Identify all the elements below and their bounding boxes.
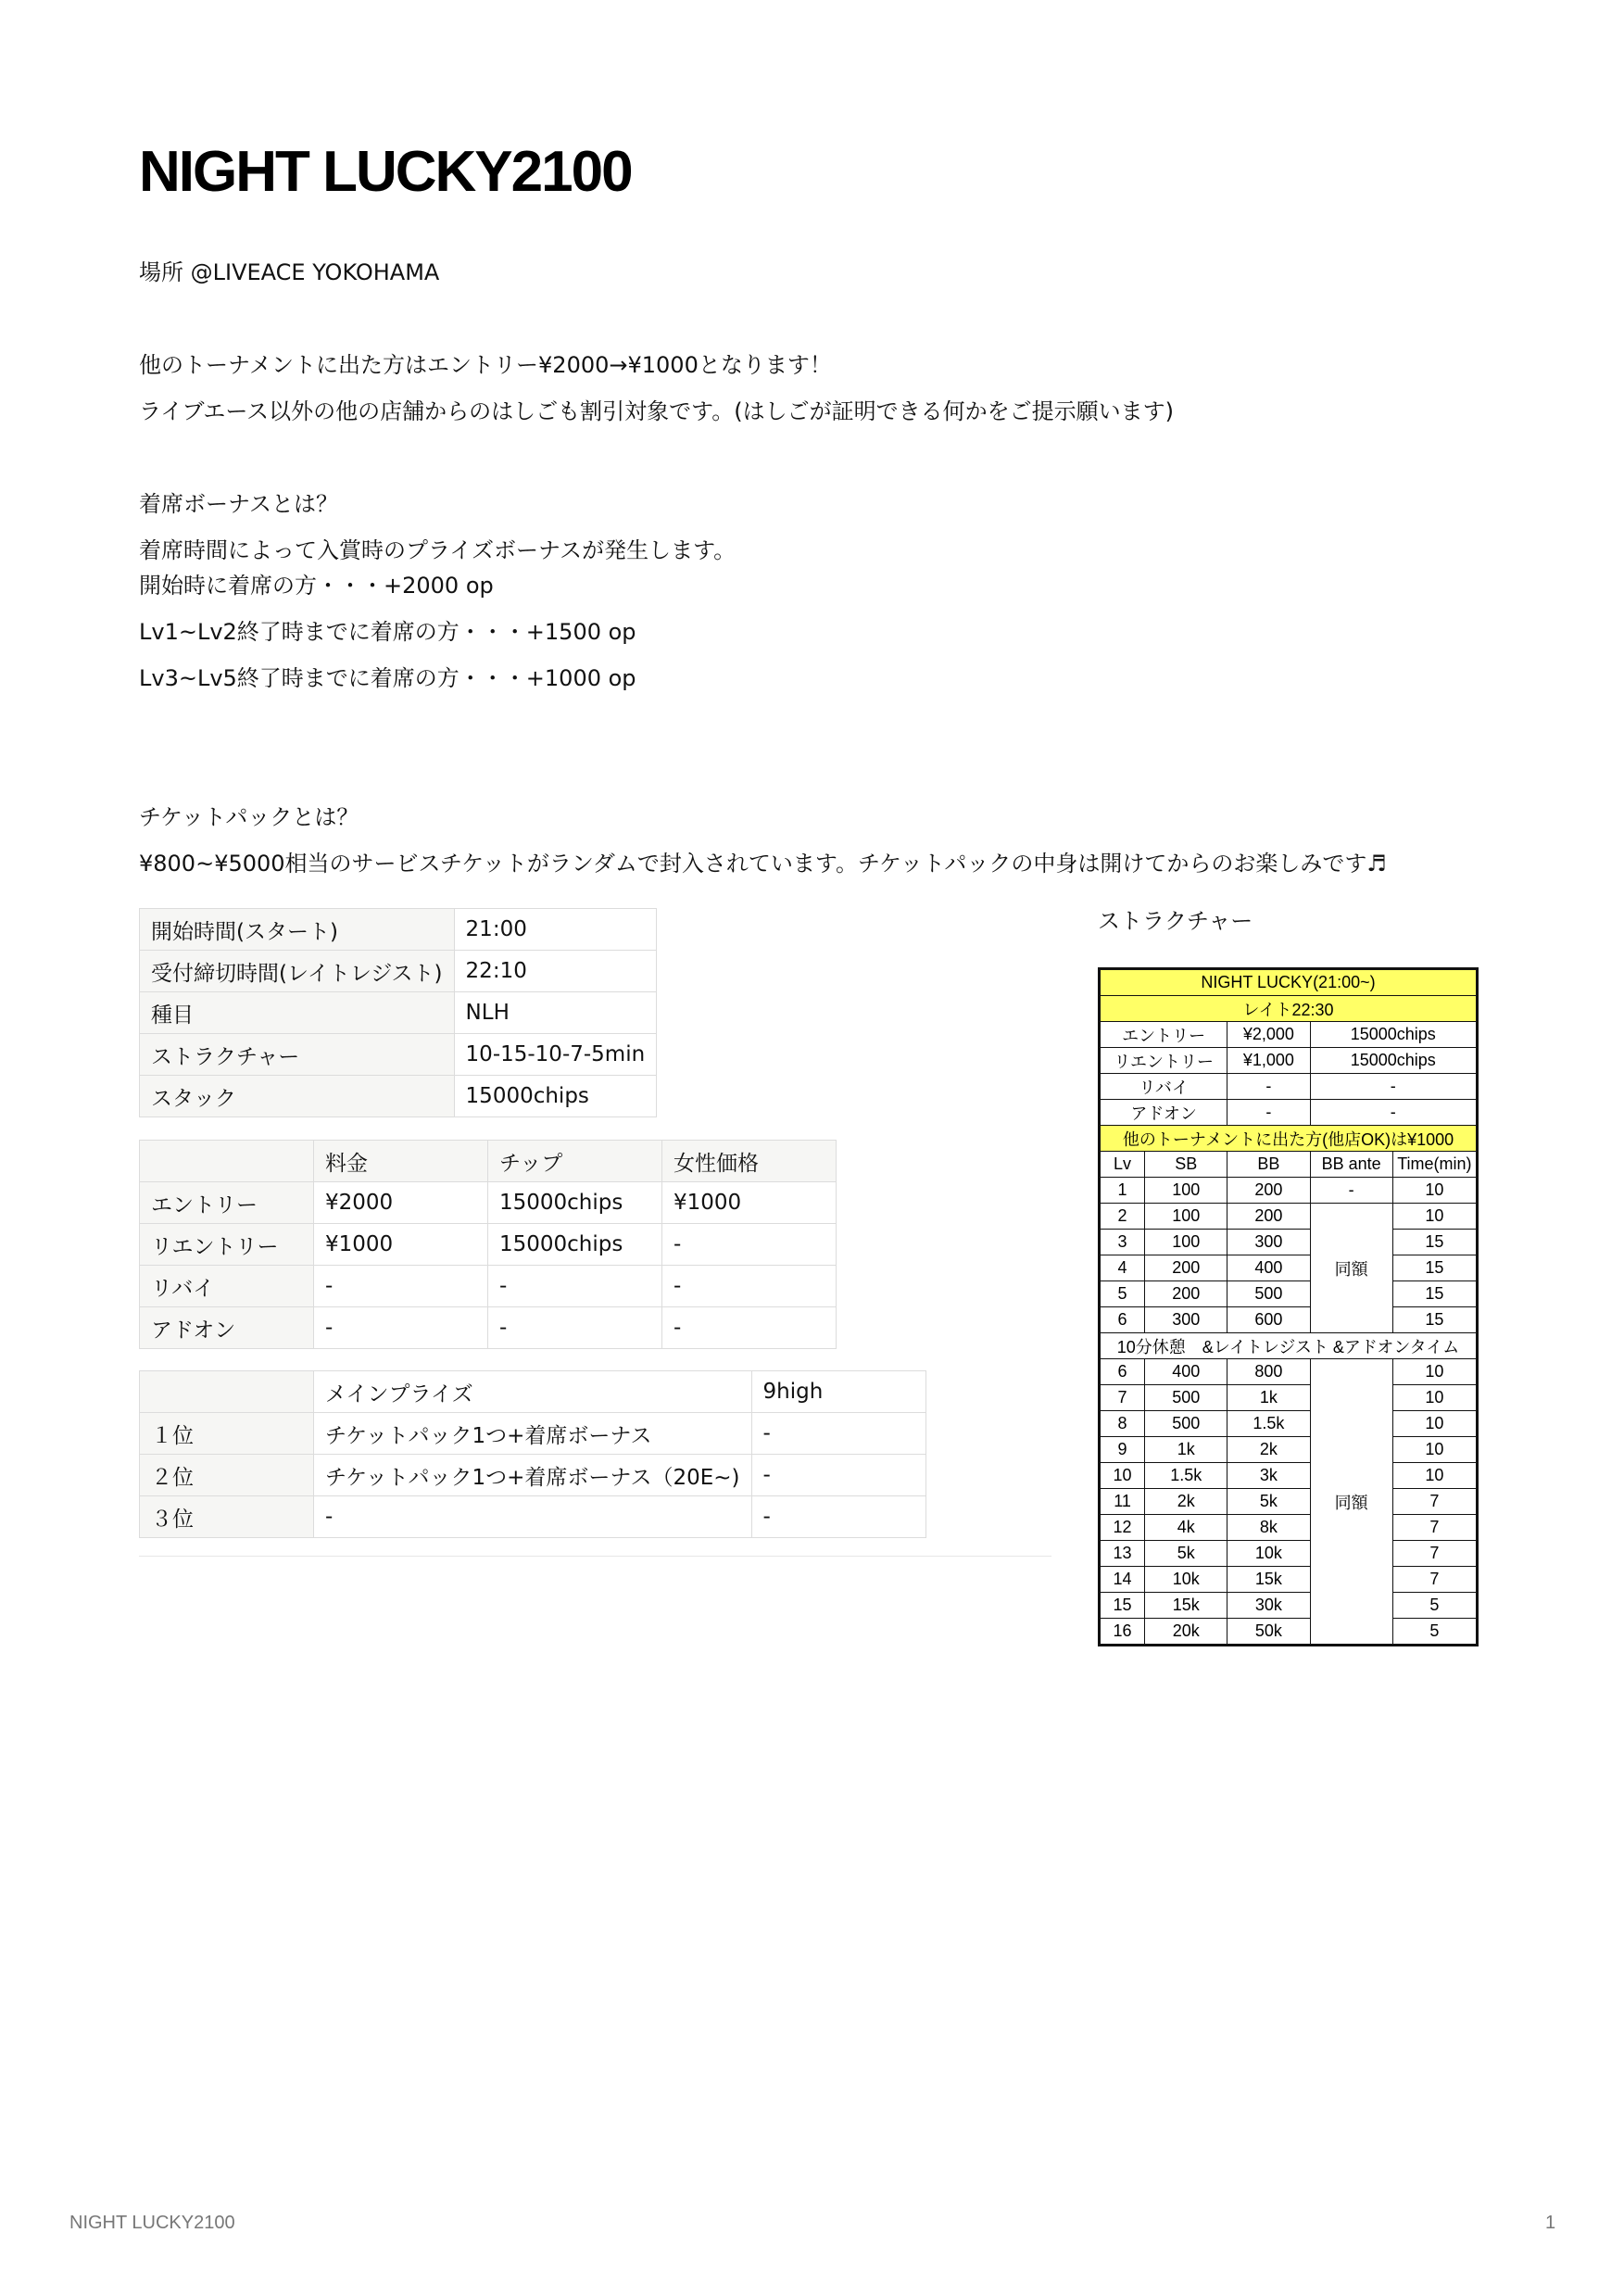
table-cell: 15 <box>1392 1307 1477 1333</box>
table-cell: - <box>1227 1074 1310 1100</box>
table-cell: - <box>314 1496 752 1538</box>
table-cell: ¥2000 <box>314 1182 488 1224</box>
table-cell: - <box>314 1307 488 1349</box>
table-cell: 7 <box>1392 1489 1477 1515</box>
table-row <box>1100 1255 1478 1281</box>
info-value: 21:00 <box>454 909 657 951</box>
table-cell: - <box>314 1266 488 1307</box>
table-cell: ¥1,000 <box>1227 1048 1310 1074</box>
table-cell: 15000chips <box>488 1224 662 1266</box>
table-cell: アドオン <box>1100 1100 1227 1126</box>
table-row <box>140 951 657 992</box>
table-cell: - <box>1310 1178 1392 1204</box>
table-cell: 15 <box>1392 1255 1477 1281</box>
table-cell: 15k <box>1145 1593 1227 1619</box>
ticket-pack-heading: チケットパックとは？ <box>139 804 359 830</box>
table-row <box>140 1076 657 1117</box>
table-header-row <box>140 1141 837 1182</box>
fee-table <box>139 1140 837 1349</box>
table-cell: 4k <box>1145 1515 1227 1541</box>
column-header: 女性価格 <box>662 1141 837 1182</box>
table-row <box>140 1496 926 1538</box>
table-cell: 100 <box>1145 1178 1227 1204</box>
table-cell: - <box>1310 1074 1477 1100</box>
structure-title: NIGHT LUCKY(21:00~) <box>1100 969 1478 996</box>
info-label: 種目 <box>140 992 455 1034</box>
table-cell: 15000chips <box>1310 1048 1477 1074</box>
ticket-pack-line-1: ¥800~¥5000相当のサービスチケットがランダムで封入されています。チケットパックの中身は開けてからのお楽しみです♬ <box>139 851 1387 877</box>
info-label: スタック <box>140 1076 455 1117</box>
table-cell: 500 <box>1227 1281 1310 1307</box>
table-cell: 10k <box>1227 1541 1310 1567</box>
table-row <box>1100 1385 1478 1411</box>
table-row <box>140 1266 837 1307</box>
table-cell: リエントリー <box>1100 1048 1227 1074</box>
table-cell: チケットパック1つ+着席ボーナス（20E~) <box>314 1455 752 1496</box>
column-header: メインプライズ <box>314 1371 752 1413</box>
table-row <box>1100 1619 1478 1646</box>
table-cell: 13 <box>1100 1541 1145 1567</box>
table-cell: - <box>751 1413 925 1455</box>
table-row <box>1100 1541 1478 1567</box>
table-row <box>140 1455 926 1496</box>
info-value: 22:10 <box>454 951 657 992</box>
table-cell: 100 <box>1145 1204 1227 1230</box>
table-cell: 12 <box>1100 1515 1145 1541</box>
table-row <box>1100 1515 1478 1541</box>
table-cell: 1 <box>1100 1178 1145 1204</box>
table-row <box>1100 1100 1478 1126</box>
table-cell: 10 <box>1392 1437 1477 1463</box>
table-cell: 200 <box>1227 1204 1310 1230</box>
column-header: SB <box>1145 1152 1227 1178</box>
column-header <box>140 1141 314 1182</box>
table-row <box>1100 1204 1478 1230</box>
table-cell: 800 <box>1227 1359 1310 1385</box>
table-cell: - <box>488 1307 662 1349</box>
table-cell: 50k <box>1227 1619 1310 1646</box>
table-cell: ¥2,000 <box>1227 1022 1310 1048</box>
table-cell: 5k <box>1145 1541 1227 1567</box>
info-value: NLH <box>454 992 657 1034</box>
column-header: BB ante <box>1310 1152 1392 1178</box>
table-cell: 20k <box>1145 1619 1227 1646</box>
location-text: 場所 @LIVEACE YOKOHAMA <box>139 259 440 285</box>
table-cell: 200 <box>1145 1255 1227 1281</box>
table-cell: 30k <box>1227 1593 1310 1619</box>
column-header: チップ <box>488 1141 662 1182</box>
table-cell: - <box>488 1266 662 1307</box>
table-row <box>1100 1489 1478 1515</box>
table-cell: 8k <box>1227 1515 1310 1541</box>
column-header: 料金 <box>314 1141 488 1182</box>
page-title: NIGHT LUCKY2100 <box>139 140 632 204</box>
info-value: 15000chips <box>454 1076 657 1117</box>
table-row <box>140 1034 657 1076</box>
table-cell: ２位 <box>140 1455 314 1496</box>
table-cell: 600 <box>1227 1307 1310 1333</box>
table-cell: - <box>1310 1100 1477 1126</box>
table-cell: リバイ <box>140 1266 314 1307</box>
table-cell: 400 <box>1145 1359 1227 1385</box>
column-header: Time(min) <box>1392 1152 1477 1178</box>
table-row <box>1100 996 1478 1022</box>
table-cell: チケットパック1つ+着席ボーナス <box>314 1413 752 1455</box>
table-cell: 2 <box>1100 1204 1145 1230</box>
table-row <box>140 992 657 1034</box>
table-cell: 2k <box>1145 1489 1227 1515</box>
table-cell: 15k <box>1227 1567 1310 1593</box>
divider <box>139 1556 1051 1557</box>
column-header: Lv <box>1100 1152 1145 1178</box>
table-cell: 15 <box>1100 1593 1145 1619</box>
table-cell: 200 <box>1227 1178 1310 1204</box>
table-header-row <box>1100 1152 1478 1178</box>
table-cell: 3 <box>1100 1230 1145 1255</box>
table-row <box>140 909 657 951</box>
table-row <box>1100 1333 1478 1359</box>
table-cell: - <box>662 1224 837 1266</box>
table-cell: 7 <box>1100 1385 1145 1411</box>
table-cell: 3k <box>1227 1463 1310 1489</box>
table-cell: 5 <box>1392 1593 1477 1619</box>
info-label: 受付締切時間(レイトレジスト) <box>140 951 455 992</box>
column-header: 9high <box>751 1371 925 1413</box>
table-cell: 6 <box>1100 1359 1145 1385</box>
table-cell: 10 <box>1392 1359 1477 1385</box>
table-row <box>1100 1230 1478 1255</box>
table-cell: 200 <box>1145 1281 1227 1307</box>
table-cell: 4 <box>1100 1255 1145 1281</box>
table-cell: 5k <box>1227 1489 1310 1515</box>
table-cell: 9 <box>1100 1437 1145 1463</box>
table-cell: １位 <box>140 1413 314 1455</box>
table-cell: 10 <box>1392 1178 1477 1204</box>
table-cell: 7 <box>1392 1567 1477 1593</box>
table-cell: 同額 <box>1310 1204 1392 1333</box>
seat-bonus-line-1: 着席時間によって入賞時のプライズボーナスが発生します。 <box>139 537 736 563</box>
table-cell: 10 <box>1100 1463 1145 1489</box>
table-cell: エントリー <box>140 1182 314 1224</box>
table-cell: 10 <box>1392 1385 1477 1411</box>
table-cell: 15 <box>1392 1281 1477 1307</box>
table-cell: エントリー <box>1100 1022 1227 1048</box>
page-number: 1 <box>1545 2213 1556 2233</box>
table-row <box>1100 1593 1478 1619</box>
table-cell: 6 <box>1100 1307 1145 1333</box>
table-row <box>1100 1359 1478 1385</box>
table-cell: 11 <box>1100 1489 1145 1515</box>
table-cell: 1k <box>1145 1437 1227 1463</box>
table-cell: 16 <box>1100 1619 1145 1646</box>
table-row <box>1100 1074 1478 1100</box>
table-cell: 1k <box>1227 1385 1310 1411</box>
table-row <box>1100 969 1478 996</box>
table-row <box>1100 1567 1478 1593</box>
info-table <box>139 908 657 1117</box>
table-cell: リエントリー <box>140 1224 314 1266</box>
structure-table <box>1098 967 1479 1646</box>
table-cell: ３位 <box>140 1496 314 1538</box>
table-cell: 8 <box>1100 1411 1145 1437</box>
table-row <box>1100 1281 1478 1307</box>
table-row <box>140 1182 837 1224</box>
table-cell: 500 <box>1145 1385 1227 1411</box>
table-cell: 400 <box>1227 1255 1310 1281</box>
table-cell: 7 <box>1392 1541 1477 1567</box>
table-cell: 7 <box>1392 1515 1477 1541</box>
table-cell: 10k <box>1145 1567 1227 1593</box>
table-cell: - <box>1227 1100 1310 1126</box>
table-cell: 10 <box>1392 1411 1477 1437</box>
structure-label: ストラクチャー <box>1098 908 1253 934</box>
table-cell: 100 <box>1145 1230 1227 1255</box>
column-header <box>140 1371 314 1413</box>
table-row <box>1100 1307 1478 1333</box>
seat-bonus-line-2: 開始時に着席の方・・・+2000 op <box>139 573 494 599</box>
table-cell: 300 <box>1145 1307 1227 1333</box>
info-value: 10-15-10-7-5min <box>454 1034 657 1076</box>
table-row <box>1100 1048 1478 1074</box>
seat-bonus-heading: 着席ボーナスとは？ <box>139 491 339 517</box>
table-cell: ¥1000 <box>662 1182 837 1224</box>
table-row <box>140 1224 837 1266</box>
table-cell: ¥1000 <box>314 1224 488 1266</box>
table-cell: - <box>751 1455 925 1496</box>
table-cell: 15000chips <box>488 1182 662 1224</box>
table-cell: - <box>751 1496 925 1538</box>
table-cell: 5 <box>1392 1619 1477 1646</box>
table-cell: 15 <box>1392 1230 1477 1255</box>
structure-note: 他のトーナメントに出た方(他店OK)は¥1000 <box>1100 1126 1478 1152</box>
table-cell: 同額 <box>1310 1359 1392 1646</box>
table-cell: 15000chips <box>1310 1022 1477 1048</box>
table-cell: - <box>662 1266 837 1307</box>
discount-line-1: 他のトーナメントに出た方はエントリー¥2000→¥1000となります！ <box>139 352 832 378</box>
table-row <box>1100 1126 1478 1152</box>
table-row <box>140 1413 926 1455</box>
seat-bonus-line-3: Lv1~Lv2終了時までに着席の方・・・+1500 op <box>139 619 636 645</box>
table-cell: - <box>662 1307 837 1349</box>
table-cell: 14 <box>1100 1567 1145 1593</box>
table-row <box>1100 1411 1478 1437</box>
info-label: 開始時間(スタート) <box>140 909 455 951</box>
seat-bonus-line-4: Lv3~Lv5終了時までに着席の方・・・+1000 op <box>139 665 636 691</box>
table-cell: 10 <box>1392 1463 1477 1489</box>
table-cell: 10 <box>1392 1204 1477 1230</box>
table-row <box>1100 1437 1478 1463</box>
table-cell: 1.5k <box>1145 1463 1227 1489</box>
discount-line-2: ライブエース以外の他の店舗からのはしごも割引対象です。(はしごが証明できる何かをご提示願います) <box>139 398 1174 424</box>
table-header-row <box>140 1371 926 1413</box>
table-row <box>140 1307 837 1349</box>
table-row <box>1100 1178 1478 1204</box>
table-cell: 2k <box>1227 1437 1310 1463</box>
structure-late: レイト22:30 <box>1100 996 1478 1022</box>
table-cell: 5 <box>1100 1281 1145 1307</box>
column-header: BB <box>1227 1152 1310 1178</box>
table-row <box>1100 1022 1478 1048</box>
table-cell: 300 <box>1227 1230 1310 1255</box>
footer-title: NIGHT LUCKY2100 <box>69 2213 235 2233</box>
info-label: ストラクチャー <box>140 1034 455 1076</box>
table-cell: 1.5k <box>1227 1411 1310 1437</box>
table-row <box>1100 1463 1478 1489</box>
break-row: 10分休憩 &レイトレジスト &アドオンタイム <box>1100 1333 1478 1359</box>
table-cell: 500 <box>1145 1411 1227 1437</box>
table-cell: アドオン <box>140 1307 314 1349</box>
table-cell: リバイ <box>1100 1074 1227 1100</box>
prize-table <box>139 1370 926 1538</box>
